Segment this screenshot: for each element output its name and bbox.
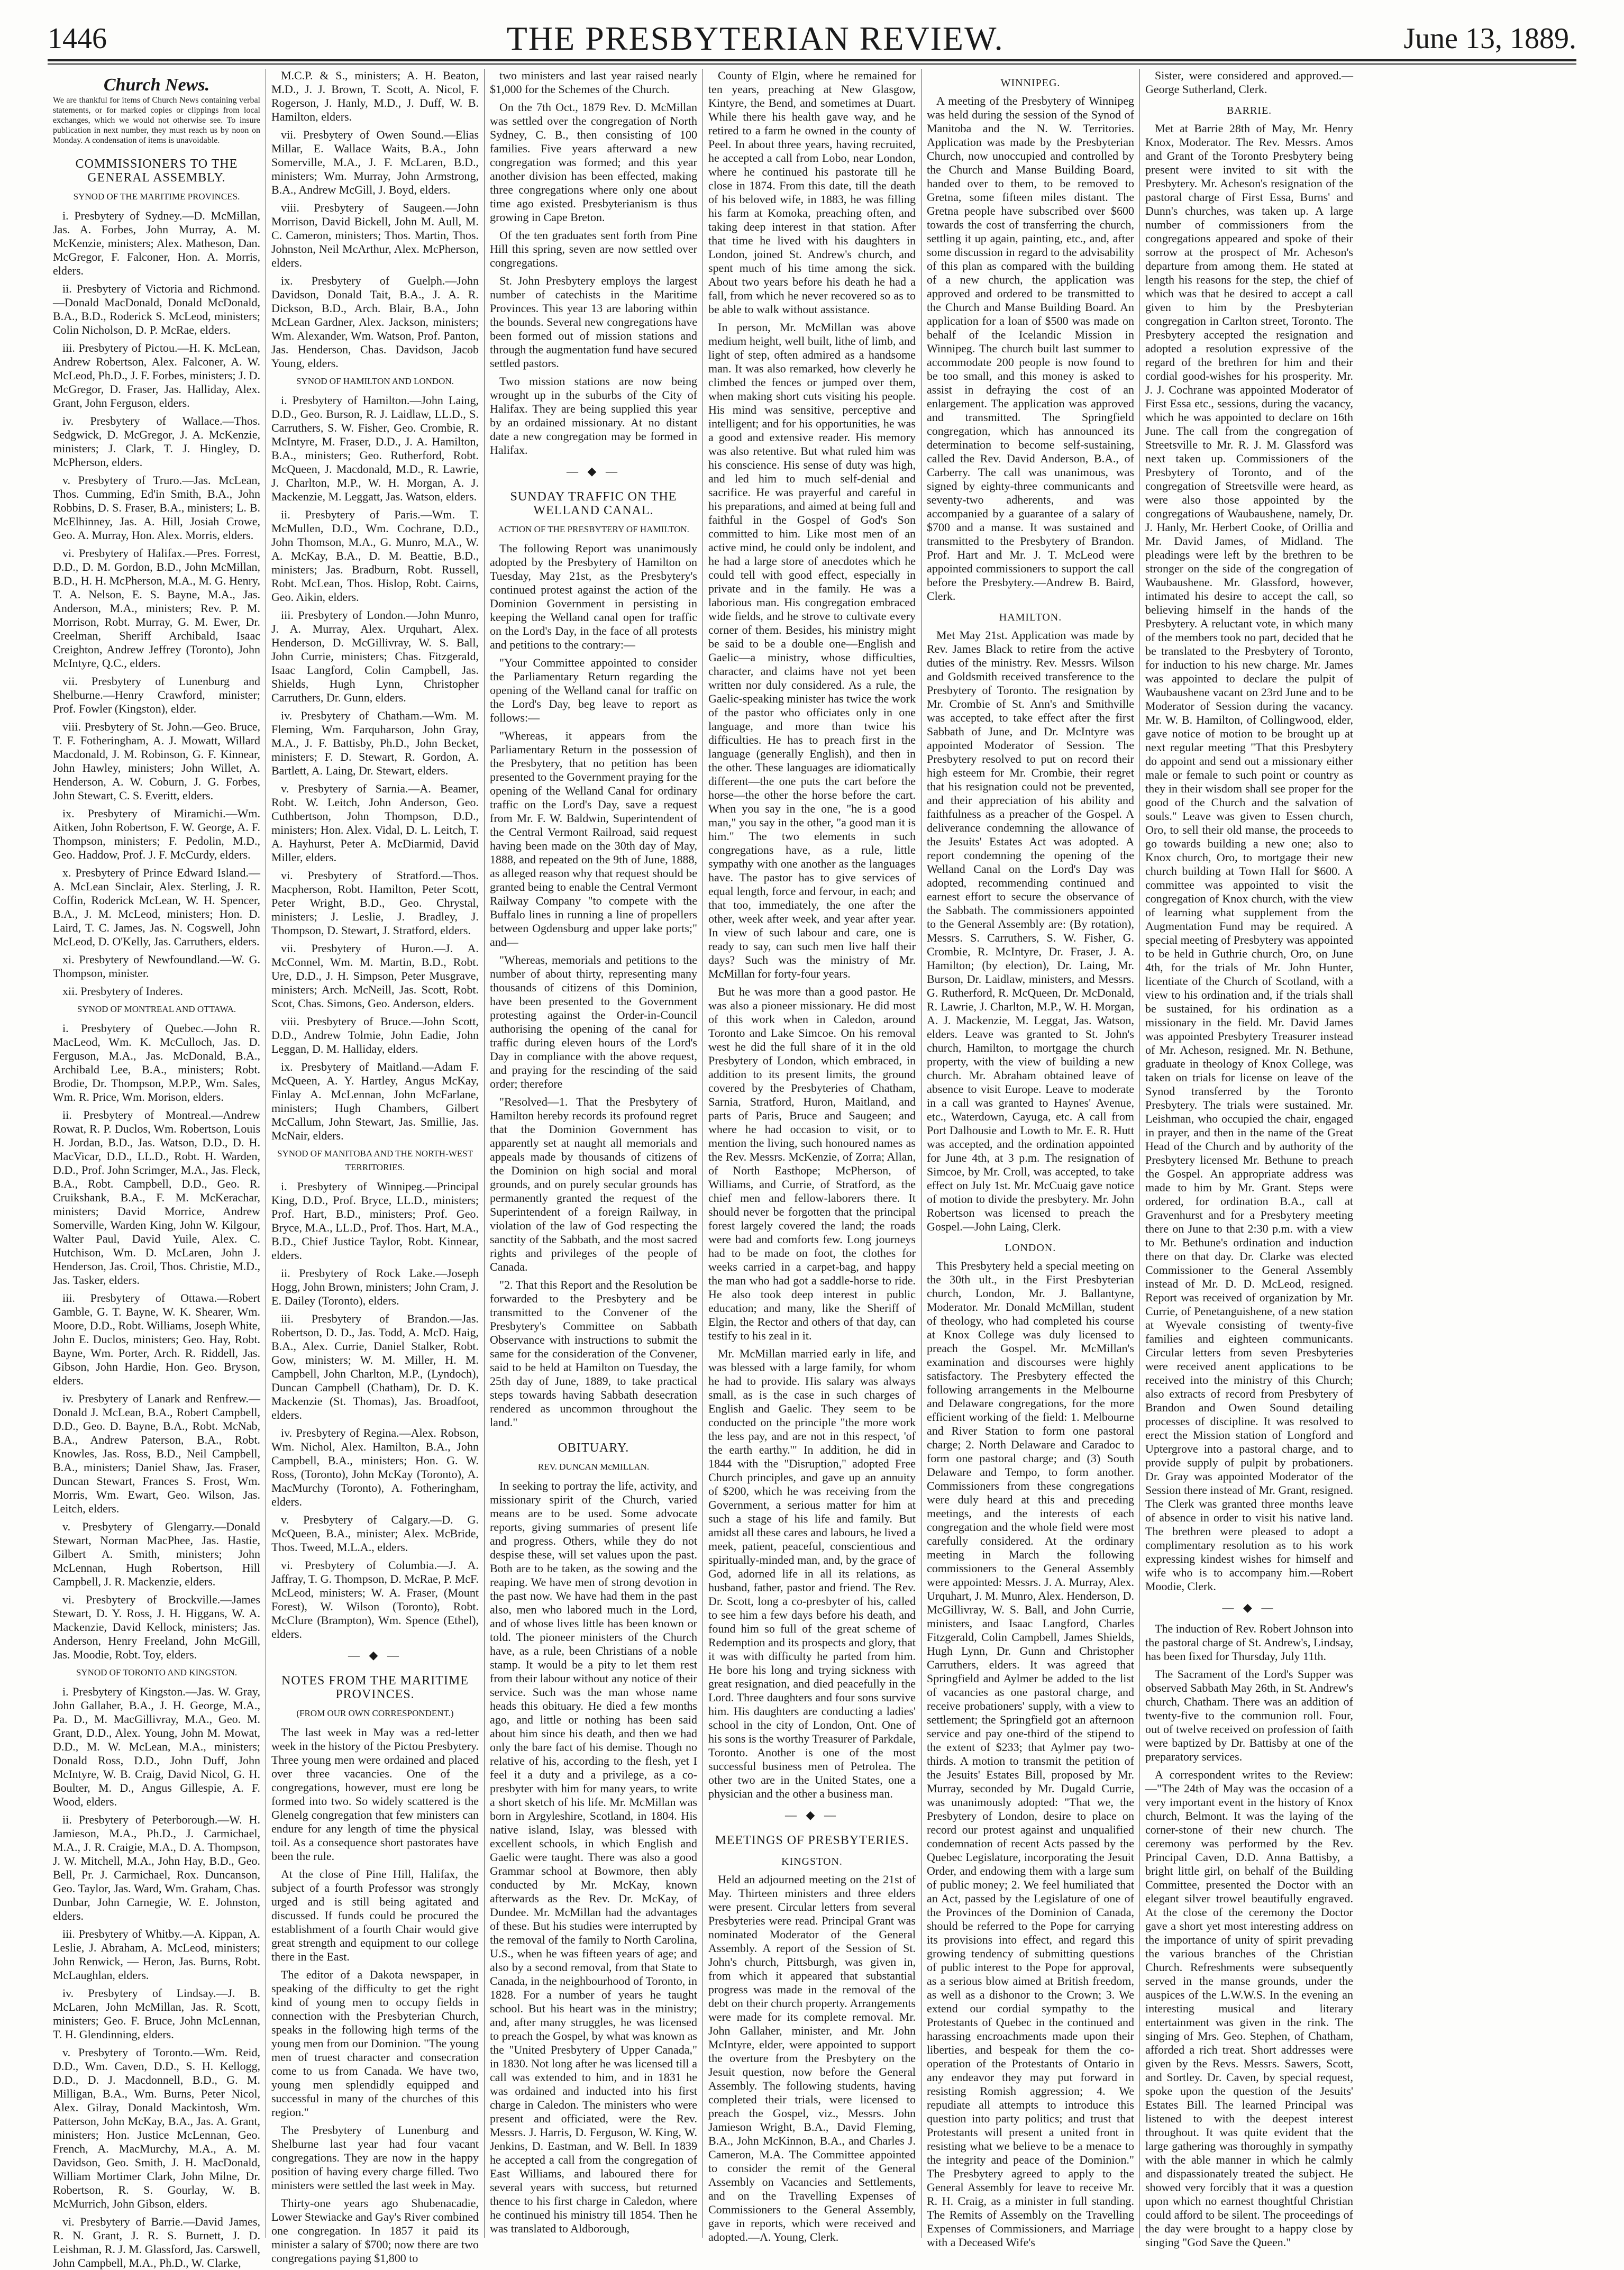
paragraph: v. Presbytery of Toronto.—Wm. Reid, D.D., Wm. Caven, D.D., S. H. Kellogg, D.D., D. J. Macdonnell, B.D., G. M. Milligan, B.A., Wm. Burns, Peter Nicol, Alex. Gilray, Donald Mackintosh, Wm. Patterson, John McKay, B.A., Jas. A. Grant, ministers; Hon. Justice McLennan, Geo. French, A. MacMurchy, M.A., A. M. Davidson, Geo. Smith, J. H. MacDonald, William Mortimer Clark, John Milne, Dr. Robertson, R. S. Gourlay, W. B. McMurrich, John Gibson, elders. bbox=[53, 2046, 260, 2210]
paragraph: vii. Presbytery of Lunenburg and Shelburne.—Henry Crawford, minister; Prof. Fowler (Kingston), elder. bbox=[53, 674, 260, 715]
paragraph: "2. That this Report and the Resolution be forwarded to the Presbytery and be transmitted to the Convener of the Presbytery's Committee on Sabbath Observance with instructions to submit the same for the consideration of the Convener, said to be held at Hamilton on Tuesday, the 25th day of June, 1889, to take practical steps towards having Sabbath desecration rendered as uncommon throughout the land." bbox=[490, 1278, 697, 1429]
paragraph: vii. Presbytery of Huron.—J. A. McConnel, Wm. M. Martin, B.D., Robt. Ure, D.D., J. H. Simpson, Peter Musgrave, ministers; Arch. McNeill, Jas. Scott, Robt. Scot, Chas. Simons, Geo. Anderson, elders. bbox=[271, 942, 479, 1010]
paragraph: ix. Presbytery of Guelph.—John Davidson, Donald Tait, B.A., J. A. R. Dickson, B.D., Arch. Blair, B.A., John McLean Gardner, Alex. Jackson, ministers; Wm. Alexander, Wm. Watson, Prof. Panton, Jas. Henderson, Chas. Davidson, Jacob Young, elders. bbox=[271, 274, 479, 370]
paragraph: v. Presbytery of Sarnia.—A. Beamer, Robt. W. Leitch, John Anderson, Geo. Cuthbertson, John Thompson, D.D., ministers; Hon. Alex. Vidal, D. L. Leitch, T. A. Hayhurst, Peter A. McDiarmid, David Miller, elders. bbox=[271, 782, 479, 864]
paragraph: vi. Presbytery of Barrie.—David James, R. N. Grant, J. R. S. Burnett, J. D. Leishman, R. J. M. Glassford, Jas. Carswell, John Campbell, M.A., Ph.D., W. Clarke, bbox=[53, 2215, 260, 2269]
paragraph: iv. Presbytery of Wallace.—Thos. Sedgwick, D. McGregor, J. A. McKenzie, ministers; J. Clark, T. J. Hingley, D. McPherson, elders. bbox=[53, 414, 260, 469]
paragraph: v. Presbytery of Glengarry.—Donald Stewart, Norman MacPhee, Jas. Hastie, Gilbert A. Smith, ministers; John McLennan, Hugh Robertson, Hill Campbell, J. R. Mackenzie, elders. bbox=[53, 1520, 260, 1588]
paragraph: "Resolved—1. That the Presbytery of Hamilton hereby records its profound regret that the Dominion Government has apparently set at naught all memorials and appeals made by thousands of citizens of the Dominion on high social and moral grounds, and on purely secular grounds has permanently granted the request of the Superintendent of a foreign Railway, in violation of the law of God respecting the sanctity of the Sabbath, and the most sacred rights and privileges of the people of Canada. bbox=[490, 1095, 697, 1273]
synod-heading: SYNOD OF TORONTO AND KINGSTON. bbox=[76, 1667, 238, 1678]
synod-heading: SYNOD OF THE MARITIME PROVINCES. bbox=[73, 192, 240, 202]
paragraph: The editor of a Dakota newspaper, in speaking of the difficulty to get the right kind of young men to occupy fields in connection with the Presbyterian Church, speaks in the following high terms of the young men from our Dominion. "The young men of truest character and consecration come to us from Canada. We have two, young men splendidly equipped and successful in many of the churches of this region." bbox=[271, 1968, 479, 2119]
paragraph: Sister, were considered and approved.—George Sutherland, Clerk. bbox=[1145, 69, 1353, 96]
ornament-divider: — ◆ — bbox=[785, 1808, 839, 1821]
paragraph: But he was more than a good pastor. He was also a pioneer missionary. He did most of this work when in Caledon, around Toronto and Lake Simcoe. On his removal west he did the full share of it in the old Presbytery of London, which embraced, in addition to its present limits, the ground covered by the Presbyteries of Chatham, Sarnia, Stratford, Huron, Maitland, and parts of Paris, Bruce and Saugeen; and where he had occasion to visit, or to mention the living, such honoured names as the Rev. Messrs. McKenzie, of Zorra; Allan, of North Easthope; McPherson, of Williams, and Currie, of Stratford, as the chief men and fellow-laborers there. It should never be forgotten that the principal forest largely covered the land; the roads were bad and comforts few. Long journeys had to be made on foot, the clothes for weeks carried in a carpet-bag, and happy the man who had got a saddle-horse to ride. He also took deep interest in public education; and many, like the Sheriff of Elgin, the Rector and others of that day, can testify to his zeal in it. bbox=[708, 985, 916, 1342]
commissioners-heading: COMMISSIONERS TO THE GENERAL ASSEMBLY. bbox=[75, 157, 238, 185]
paragraph: vi. Presbytery of Stratford.—Thos. Macpherson, Robt. Hamilton, Peter Scott, Peter Wright, B.D., Geo. Chrystal, ministers; J. Leslie, J. Bradley, J. Thompson, D. Stewart, J. Stratford, elders. bbox=[271, 869, 479, 937]
paragraph: A meeting of the Presbytery of Winnipeg was held during the session of the Synod of Manitoba and the N. W. Territories. Application was made by the Presbyterian Church, now unoccupied and controlled by the Church and Manse Building Board, handed over to them, to be removed to Gretna, some fifteen miles distant. The Gretna people have subscribed over $600 towards the cost of transferring the church, settling it up again, painting, etc., and, after some discussion in regard to the advisability of this plan as compared with the building of a new church, the application was approved and ordered to be transmitted to the Church and Manse Building Board. An application for a loan of $500 was made on behalf of the Icelandic Mission in Winnipeg. The church built last summer to accommodate 200 people is now found to be too small, and this money is asked to assist in defraying the cost of an enlargement. The application was approved and transmitted. The Springfield congregation, which has announced its determination to become self-sustaining, called the Rev. David Anderson, B.A., of Carberry. The call was unanimous, was signed by eighty-three communicants and seventy-two adherents, and was accompanied by a guarantee of a salary of $700 and a manse. It was sustained and transmitted to the Presbytery of Brandon. Prof. Hart and Mr. J. T. McLeod were appointed commissioners to support the call before the Presbytery.—Andrew B. Baird, Clerk. bbox=[927, 94, 1134, 603]
publication-title: THE PRESBYTERIAN REVIEW. bbox=[506, 20, 1004, 57]
paragraph: The Presbytery of Lunenburg and Shelburne last year had four vacant congregations. They are now in the happy position of having every charge filled. Two ministers were settled the last week in May. bbox=[271, 2123, 479, 2192]
paragraph: xi. Presbytery of Newfoundland.—W. G. Thompson, minister. bbox=[53, 953, 260, 980]
paragraph: Met May 21st. Application was made by Rev. James Black to retire from the active duties of the ministry. Rev. Messrs. Wilson and Goldsmith received transference to the Presbytery of Toronto. The resignation by Mr. Crombie of St. Ann's and Smithville was accepted, to take effect after the first Sabbath of June, and Dr. McIntyre was appointed Moderator of Session. The Presbytery resolved to put on record their high esteem for Mr. Crombie, their regret that his resignation could not be prevented, and their appreciation of his ability and faithfulness as a preacher of the Gospel. A deliverance condemning the allowance of the Jesuits' Estates Act was adopted. A report condemning the opening of the Welland Canal on the Lord's Day was adopted, recommending continued and earnest effort to secure the observance of the Sabbath. The commissioners appointed to the General Assembly are: (By rotation), Messrs. S. Carruthers, S. W. Fisher, G. Crombie, R. McIntyre, Dr. Fraser, J. A. Hamilton; (by election), Dr. Laing, Mr. Burson, Dr. Laidlaw, ministers, and Messrs. G. Rutherford, R. McQueen, Dr. McDonald, R. Lawrie, J. Charlton, M.P., W. H. Morgan, A. J. Mackenzie, M. Leggat, Jas. Watson, elders. Leave was granted to St. John's church, Hamilton, to mortgage the church property, with the view of building a new church. Mr. Abraham obtained leave of absence to visit Europe. Leave to moderate in a call was granted to Haynes' Avenue, etc., Waterdown, Cayuga, etc. A call from Port Dalhousie and Lowth to Mr. E. R. Hutt was accepted, and the ordination appointed for June 4th, at 3 p.m. The resignation of Simcoe, by Mr. Croll, was accepted, to take effect on July 1st. Mr. McCuaig gave notice of motion to divide the presbytery. Mr. John Robertson was licensed to preach the Gospel.—John Laing, Clerk. bbox=[927, 628, 1134, 1233]
paragraph: Mr. McMillan married early in life, and was blessed with a large family, for whom he had to provide. His salary was always small, as is the case in such charges of English and Gaelic. They seem to be conducted on the principle "the more work the less pay, and are not in this respect, 'of the earth earthy.'" In addition, he did in 1844 with the "Disruption," adopted Free Church principles, and gave up an annuity of $200, which he was receiving from the Government, a serious matter for him at such a stage of his life and family. But amidst all these cares and labours, he lived a meek, patient, peaceful, conscientious and spiritually-minded man, and, by the grace of God, adorned life in all its relations, as husband, father, pastor and friend. The Rev. Dr. Scott, long a co-presbyter of his, called to see him a few days before his death, and found him so full of the great scheme of Redemption and its prospects and glory, that it was with difficulty he parted from him. He bore his long and trying sickness with great resignation, and died peacefully in the Lord. Three daughters and four sons survive him. His daughters are conducting a ladies' school in the city of London, Ont. One of his sons is the worthy Treasurer of Parkdale, Toronto. Another is one of the most successful business men of Petrolea. The other two are in the United States, one a physician and the other a business man. bbox=[708, 1347, 916, 1800]
paragraph: iv. Presbytery of Chatham.—Wm. M. Fleming, Wm. Farquharson, John Gray, M.A., J. F. Battisby, Ph.D., John Becket, ministers; F. D. Stewart, R. Gordon, A. Bartlett, A. Laing, Dr. Stewart, elders. bbox=[271, 709, 479, 777]
paragraph: Two mission stations are now being wrought up in the suburbs of the City of Halifax. They are being supplied this year by an ordained missionary. At no distant date a new congregation may be formed in Halifax. bbox=[490, 375, 697, 457]
article-heading: MEETINGS OF PRESBYTERIES. bbox=[715, 1834, 909, 1847]
paragraph: iv. Presbytery of Lanark and Renfrew.—Donald J. McLean, B.A., Robert Campbell, D.D., Geo. D. Bayne, B.A., Robt. McNab, B.A., Andrew Paterson, B.A., Robt. Knowles, Jas. Ross, B.D., Neil Campbell, B.A., ministers; Daniel Shaw, Jas. Fraser, Duncan Stewart, Frances S. Frost, Wm. Morris, Wm. Ewart, Geo. Wilson, Jas. Leitch, elders. bbox=[53, 1392, 260, 1515]
paragraph: ii. Presbytery of Victoria and Richmond.—Donald MacDonald, Donald McDonald, B.A., B.D., Roderick S. McLeod, ministers; Colin Nicholson, D. P. McRae, elders. bbox=[53, 282, 260, 336]
paragraph: i. Presbytery of Quebec.—John R. MacLeod, Wm. K. McCulloch, Jas. D. Ferguson, M.A., Jas. McDonald, B.A., Archibald Lee, B.A., ministers; Robt. Brodie, Dr. Thompson, M.P.P., Wm. Sales, Wm. R. Price, Wm. Morison, elders. bbox=[53, 1022, 260, 1104]
paragraph: vii. Presbytery of Owen Sound.—Elias Millar, E. Wallace Waits, B.A., John Somerville, M.A., J. F. McLaren, B.D., ministers; Wm. Murray, John Armstrong, B.A., Andrew McGill, J. Boyd, elders. bbox=[271, 128, 479, 196]
paragraph: v. Presbytery of Calgary.—D. G. McQueen, B.A., minister; Alex. McBride, Thos. Tweed, M.L.A., elders. bbox=[271, 1513, 479, 1554]
paragraph: "Whereas, memorials and petitions to the number of about thirty, representing many thousands of citizens of this Dominion, have been presented to the Government protesting against the Order-in-Council authorising the opening of the canal for traffic during eleven hours of the Lord's Day in compliance with the above request, and praying for the rescinding of the said order; therefore bbox=[490, 953, 697, 1090]
header-rule-thin bbox=[48, 63, 1576, 65]
paragraph: "Whereas, it appears from the Parliamentary Return in the possession of the Presbytery, that no petition has been presented to the Government praying for the opening of the Welland Canal for ordinary traffic on the Lord's Day, save a request from Mr. F. W. Baldwin, Superintendent of the Central Vermont Railroad, said request having been made on the 30th day of May, 1888, and repeated on the 9th of June, 1888, as alleged reason why that request should be granted being to enable the Central Vermont Railway Company "to compete with the Buffalo lines in running a line of propellers between Ogdensburg and upper lake ports;" and— bbox=[490, 729, 697, 949]
paragraph: Of the ten graduates sent forth from Pine Hill this spring, seven are now settled over congregations. bbox=[490, 229, 697, 269]
header-rule bbox=[48, 59, 1576, 61]
paragraph: At the close of Pine Hill, Halifax, the subject of a fourth Professor was strongly urged and is still being agitated and discussed. If funds could be procured the establishment of a fourth Chair would give great strength and equipment to our college there in the East. bbox=[271, 1867, 479, 1963]
paragraph: The induction of Rev. Robert Johnson into the pastoral charge of St. Andrew's, Lindsay, has been fixed for Thursday, July 11th. bbox=[1145, 1622, 1353, 1663]
paragraph: iii. Presbytery of London.—John Munro, J. A. Murray, Alex. Urquhart, Alex. Henderson, D. McGillivray, W. S. Ball, John Currie, ministers; Chas. Fitzgerald, Isaac Langford, Colin Campbell, Jas. Shields, Hugh Lynn, Christopher Carruthers, Dr. Gunn, elders. bbox=[271, 608, 479, 704]
article-byline: (FROM OUR OWN CORRESPONDENT.) bbox=[296, 1708, 454, 1718]
paragraph: two ministers and last year raised nearly $1,000 for the Schemes of the Church. bbox=[490, 69, 697, 96]
paragraph: i. Presbytery of Sydney.—D. McMillan, Jas. A. Forbes, John Murray, A. M. McKenzie, ministers; Alex. Matheson, Dan. McGregor, F. Falconer, Hon. A. Morris, elders. bbox=[53, 209, 260, 277]
presbytery-subheading: HAMILTON. bbox=[999, 612, 1062, 623]
paragraph: Thirty-one years ago Shubenacadie, Lower Stewiacke and Gay's River combined one congregation. In 1857 it paid its minister a salary of $700; now there are two congregations paying $1,800 to bbox=[271, 2196, 479, 2265]
paragraph: viii. Presbytery of St. John.—Geo. Bruce, T. F. Fotheringham, A. J. Mowatt, Willard Macdonald, J. M. Robinson, G. F. Kinnear, John Hawley, ministers; John Willet, A. Henderson, A. W. Coburn, J. G. Forbes, John Stewart, C. S. Everitt, elders. bbox=[53, 720, 260, 802]
paragraph: The last week in May was a red-letter week in the history of the Pictou Presbytery. Three young men were ordained and placed over three vacancies. One of the congregations, however, must ere long be formed into two. So widely scattered is the Glenelg congregation that few ministers can endure for any length of time the physical toil. As a consequence short pastorates have been the rule. bbox=[271, 1726, 479, 1863]
paragraph: i. Presbytery of Kingston.—Jas. W. Gray, John Gallaher, B.A., J. H. George, M.A., Pa. D., M. MacGillivray, M.A., Geo. M. Grant, D.D., Alex. Young, John M. Mowat, D.D., M. W. McLean, M.A., ministers; Donald Ross, D.D., John Duff, John McIntyre, W. B. Craig, David Nicol, G. H. Boulter, M. D., Angus Gillespie, A. F. Wood, elders. bbox=[53, 1685, 260, 1808]
paragraph: iv. Presbytery of Lindsay.—J. B. McLaren, John McMillan, Jas. R. Scott, ministers; Geo. F. Bruce, John McLennan, T. H. Glendinning, elders. bbox=[53, 1986, 260, 2041]
paragraph: ii. Presbytery of Paris.—Wm. T. McMullen, D.D., Wm. Cochrane, D.D., John Thomson, M.A., G. Munro, M.A., W. A. McKay, B.A., D. M. Beattie, B.D., ministers; Jas. Bradburn, Robt. Russell, Robt. McLean, Thos. Hislop, Robt. Cairns, Geo. Aikin, elders. bbox=[271, 508, 479, 604]
paragraph: The Sacrament of the Lord's Supper was observed Sabbath May 26th, in St. Andrew's church, Chatham. There was an addition of twenty-five to the communion roll. Four, out of twelve received on profession of faith were baptized by Dr. Battisby at one of the preparatory services. bbox=[1145, 1667, 1353, 1763]
synod-heading: SYNOD OF HAMILTON AND LONDON. bbox=[296, 376, 454, 386]
paragraph: iv. Presbytery of Regina.—Alex. Robson, Wm. Nichol, Alex. Hamilton, B.A., John Campbell, B.A., ministers; Hon. G. W. Ross, (Toronto), John McKay (Toronto), A. MacMurchy (Toronto), A. Fotheringham, elders. bbox=[271, 1426, 479, 1508]
paragraph: i. Presbytery of Hamilton.—John Laing, D.D., Geo. Burson, R. J. Laidlaw, LL.D., S. Carruthers, S. W. Fisher, Geo. Crombie, R. McIntyre, M. Fraser, D.D., J. A. Hamilton, B.A., ministers; Geo. Rutherford, Robt. McQueen, J. Macdonald, M.D., R. Lawrie, J. Charlton, M.P., W. H. Morgan, A. J. Mackenzie, M. Leggatt, Jas. Watson, elders. bbox=[271, 394, 479, 503]
paragraph: vi. Presbytery of Brockville.—James Stewart, D. Y. Ross, J. H. Higgans, W. A. Mackenzie, David Kellock, ministers; Jas. Anderson, Henry Freeland, John McGill, Jas. Moodie, Robt. Toy, elders. bbox=[53, 1593, 260, 1661]
paragraph: Met at Barrie 28th of May, Mr. Henry Knox, Moderator. The Rev. Messrs. Amos and Grant of the Toronto Presbytery being present were invited to sit with the Presbytery. Mr. Acheson's resignation of the pastoral charge of First Essa, Burns' and Dunn's churches, was taken up. A large number of commissioners from the congregations appeared and spoke of their sorrow at the prospect of Mr. Acheson's departure from among them. He stated at length his reasons for the step, the chief of which was that he desired to accept a call given to him by the Presbyterian congregation in Carlton street, Toronto. The Presbytery accepted the resignation and adopted a resolution expressive of the regard of the brethren for him and their cordial good-wishes for his prosperity. Mr. J. J. Cochrane was appointed Moderator of First Essa etc., sessions, during the vacancy, which he was appointed to declare on 16th June. The call from the congregation of Streetsville to Mr. R. J. M. Glassford was next taken up. Commissioners of the Presbytery of Toronto, and of the congregation of Streetsville were heard, as were also those appointed by the congregations of Waubaushene, namely, Dr. J. Hanly, Mr. Herbert Cooke, of Orillia and Mr. David James, of Midland. The pleadings were left by the brethren to be stronger on the side of the congregation of Waubaushene. Mr. Glassford, however, intimated his desire to accept the call, so believing himself in the hands of the Presbytery. A reluctant vote, in which many of the members took no part, decided that he be translated to the Presbytery of Toronto, for induction to his new charge. Mr. James was appointed to declare the pulpit of Waubaushene vacant on 23rd June and to be Moderator of Session during the vacancy. Mr. W. B. Hamilton, of Collingwood, elder, gave notice of motion to be brought up at next regular meeting "That this Presbytery do appoint and send out a missionary either male or female to such point or country as they in their wisdom shall see proper for the good of the Church and the salvation of souls." Leave was given to Essen church, Oro, to sell their old manse, the proceeds to go towards building a new one; also to Knox church, Oro, to mortgage their new church building at Town Hall for $600. A committee was appointed to visit the congregation of Knox church, with the view of learning what supplement from the Augmentation Fund may be required. A special meeting of Presbytery was appointed to be held in Guthrie church, Oro, on June 4th, for the trials of Mr. John Hunter, licentiate of the Church of Scotland, with a view to his ordination and, if the trials shall be sustained, for his ordination as a missionary in the field. Mr. David James was appointed Presbytery Treasurer instead of Mr. Acheson, resigned. Mr. N. Bethune, graduate in theology of Knox College, was taken on trials for license on leave of the Synod transferred by the Toronto Presbytery. The trials were sustained. Mr. Leishman, who occupied the chair, engaged in prayer, and then in the name of the Great Head of the Church and by authority of the Presbytery licensed Mr. Bethune to preach the Gospel. An appropriate address was made to him by Mr. Grant. Steps were ordered, for ordination B.A., call at Gravenhurst and for a Presbytery meeting there on June to that 2:30 p.m. with a view to Mr. Bethune's ordination and induction there on that day. Dr. Clarke was elected Commissioner to the General Assembly instead of Mr. D. D. McLeod, resigned. Report was received of organization by Mr. Currie, of Penetanguishene, of a new station at Wyevale consisting of twenty-five families and eighteen communicants. Circular letters from seven Presbyteries were received anent applications to be received into the ministry of this Church; also extracts of record from Presbytery of Brandon and Owen Sound detailing processes of discipline. It was resolved to erect the Mission station of Longford and Uptergrove into a pastoral charge, and to provide supply of pulpit by probationers. Dr. Gray was appointed Moderator of the Session there instead of Mr. Grant, resigned. The Clerk was granted three months leave of absence in order to visit his native land. The brethren were pleased to adopt a complimentary resolution as to his work expressing kindest wishes for himself and wife who is to accompany him.—Robert Moodie, Clerk. bbox=[1145, 122, 1353, 1593]
paragraph: ix. Presbytery of Maitland.—Adam F. McQueen, A. Y. Hartley, Angus McKay, Finlay A. McLennan, John McFarlane, ministers; Hugh Chambers, Gilbert McCallum, John Stewart, Jas. Smillie, Jas. McNair, elders. bbox=[271, 1060, 479, 1142]
ornament-divider: — ◆ — bbox=[567, 464, 621, 478]
column-5 bbox=[922, 69, 1140, 2249]
masthead bbox=[48, 20, 1576, 57]
paragraph: St. John Presbytery employs the largest number of catechists in the Maritime Provinces. This year 13 are laboring within the bounds. Several new congregations have been formed out of mission stations and through the augmentation fund have secured settled pastors. bbox=[490, 274, 697, 370]
paragraph: ii. Presbytery of Rock Lake.—Joseph Hogg, John Brown, ministers; John Cram, J. E. Dailey (Toronto), elders. bbox=[271, 1266, 479, 1307]
paragraph: ix. Presbytery of Miramichi.—Wm. Aitken, John Robertson, F. W. George, A. F. Thompson, ministers; F. Pedolin, M.D., Geo. Haddow, Prof. J. F. McCurdy, elders. bbox=[53, 807, 260, 861]
article-heading: NOTES FROM THE MARITIME PROVINCES. bbox=[281, 1674, 469, 1701]
paragraph: iii. Presbytery of Pictou.—H. K. McLean, Andrew Robertson, Alex. Falconer, A. W. McLeod, Ph.D., J. F. Forbes, ministers; J. D. McGregor, D. Fraser, Jas. Halliday, Alex. Grant, John Ferguson, elders. bbox=[53, 341, 260, 409]
paragraph: On the 7th Oct., 1879 Rev. D. McMillan was settled over the congregation of North Sydney, C. B., then consisting of 100 families. Five years afterward a new congregation was formed; and this year another division has been effected, making three congregations where only one about time ago existed. Presbyterianism is thus growing in Cape Breton. bbox=[490, 101, 697, 224]
paragraph: x. Presbytery of Prince Edward Island.—A. McLean Sinclair, Alex. Sterling, J. R. Coffin, Roderick McLean, W. H. Spencer, B.A., J. M. McLeod, ministers; Hon. D. Laird, T. C. James, Jas. N. Cogswell, John McLeod, D. O'Kelly, Jas. Carruthers, elders. bbox=[53, 866, 260, 948]
paragraph: In person, Mr. McMillan was above medium height, well built, lithe of limb, and light of step, often admired as a handsome man. It was also remarked, how cleverly he climbed the fences or jumped over them, when making short cuts visiting his people. His mind was sensitive, perceptive and intelligent; and for his opportunities, he was a good and extensive reader. His memory was also retentive. But what ruled him was his conscience. His sense of duty was high, and led him to much self-denial and sacrifice. He was prayerful and careful in his preparations, and aimed at being full and faithful in the Gospel of God's Son committed to him. Like most men of an active mind, he could only be indolent, and he had a large store of anecdotes which he could tell with good effect, especially in private and in the family. He was a laborious man. His congregation embraced wide fields, and he strove to cultivate every corner of them. Besides, his ministry might be said to be a double one—English and Gaelic—a ministry, whose difficulties, character, and claims have not yet been written nor duly considered. As a rule, the Gaelic-speaking minister has twice the work of the pastor who officiates only in one language, and more than twice his difficulties. He has to preach first in the language (generally English), and then in the other. These languages are idiomatically different—the one puts the cart before the horse—the other the horse before the cart. When you say in the one, "he is a good man," you say in the other, "a good man it is him." The two elements in such congregations have, as a rule, little sympathy with one another as the languages have. The pastor has to give services of equal length, force and fervour, in each; and that too, immediately, the one after the other, week after week, and year after year. In view of such labour and care, one is ready to say, can such men live half their days? Such was the ministry of Mr. McMillan for forty-four years. bbox=[708, 321, 916, 980]
paragraph: vi. Presbytery of Halifax.—Pres. Forrest, D.D., D. M. Gordon, B.D., John McMillan, B.D., H. H. McPherson, M.A., M. G. Henry, T. A. Nelson, E. S. Bayne, M.A., Jas. Anderson, M.A., ministers; Rev. P. M. Morrison, Robt. Murray, G. M. Ewer, Dr. Creelman, Sheriff Archibald, Isaac Creighton, Andrew Jeffrey (Toronto), John McIntyre, Q.C., elders. bbox=[53, 546, 260, 670]
paragraph: County of Elgin, where he remained for ten years, preaching at New Glasgow, Kintyre, the Bend, and sometimes at Duart. While there his health gave way, and he retired to a farm he owned in the county of Peel. In about three years, having recruited, he accepted a call from Lobo, near London, where he continued his pastorate till he close in 1874. From this date, till the death of his beloved wife, in 1883, he was filling his farm at Komoka, preaching often, and taking deep interest in that station. After that time he lived with his daughters in London, joined St. Andrew's church, and spent much of his time among the sick. About two years before his death he had a fall, from which he never recovered so as to be able to walk without assistance. bbox=[708, 69, 916, 316]
section-title: Church News. bbox=[103, 75, 210, 95]
column-2 bbox=[266, 69, 485, 2265]
paragraph: ii. Presbytery of Montreal.—Andrew Rowat, R. P. Duclos, Wm. Robertson, Louis H. Jordan, B.D., Jas. Watson, D.D., D. H. MacVicar, D.D., LL.D., Robt. H. Warden, D.D., Prof. John Scrimger, M.A., Jas. Fleck, B.A., Robt. Campbell, D.D., Geo. R. Cruikshank, B.A., F. M. McKerachar, ministers; David Morrice, Andrew Somerville, Warden King, John W. Kilgour, Walter Paul, David Yuile, Alex. C. Hutchison, Wm. D. McLaren, John J. Henderson, Jas. Croil, Thos. Christie, M.D., Jas. Tasker, elders. bbox=[53, 1108, 260, 1287]
synod-heading: SYNOD OF MANITOBA AND THE NORTH-WEST TERRITORIES. bbox=[277, 1148, 473, 1172]
presbytery-subheading: BARRIE. bbox=[1226, 105, 1272, 116]
paragraph: i. Presbytery of Winnipeg.—Principal King, D.D., Prof. Bryce, LL.D., ministers; Prof. Hart, B.D., ministers; Prof. Geo. Bryce, M.A., LL.D., Prof. Thos. Hart, M.A., B.D., Chief Justice Taylor, Robt. Kinnear, elders. bbox=[271, 1180, 479, 1262]
paragraph: iii. Presbytery of Ottawa.—Robert Gamble, G. T. Bayne, W. K. Shearer, Wm. Moore, D.D., Robt. Williams, Joseph White, John E. Duclos, ministers; Geo. Hay, Robt. Bayne, Wm. Porter, Arch. R. Riddell, Jas. Gibson, John Hardie, Hon. Geo. Bryson, elders. bbox=[53, 1291, 260, 1387]
paragraph: v. Presbytery of Truro.—Jas. McLean, Thos. Cumming, Ed'in Smith, B.A., John Robbins, D. S. Fraser, B.A., ministers; L. B. McElhinney, Jas. A. Hill, Josiah Crowe, Geo. A. Murray, Hon. Alex. Morris, elders. bbox=[53, 473, 260, 542]
article-heading: SUNDAY TRAFFIC ON THE WELLAND CANAL. bbox=[510, 490, 677, 517]
paragraph: A correspondent writes to the Review:—"The 24th of May was the occasion of a very important event in the history of Knox church, Belmont. It was the laying of the corner-stone of their new church. The ceremony was performed by the Rev. Principal Caven, D.D. Anna Battisby, a bright little girl, on behalf of the Building Committee, presented the Doctor with an elegant silver trowel beautifully engraved. At the close of the ceremony the Doctor gave a short yet most interesting address on the importance of unity of spirit prevading the various branches of the Christian Church. Refreshments were subsequently served in the manse grounds, under the auspices of the L.W.W.S. In the evening an interesting musical and literary entertainment was given in the rink. The singing of Mrs. Geo. Stephen, of Chatham, afforded a rich treat. Short addresses were given by the Revs. Messrs. Sawers, Scott, and Sortley. Dr. Caven, by special request, spoke upon the question of the Jesuits' Estates Bill. The learned Principal was listened to with the deepest interest throughout. It was quite evident that the large gathering was thoroughly in sympathy with the able manner in which he calmly and dispassionately treated the subject. He showed very forcibly that it was a question upon which no earnest thoughtful Christian could afford to be silent. The proceedings of the day were brought to a happy close by singing "God Save the Queen." bbox=[1145, 1768, 1353, 2249]
paragraph: xii. Presbytery of Inderes. bbox=[62, 984, 183, 998]
ornament-divider: — ◆ — bbox=[1222, 1601, 1276, 1614]
obituary-heading: OBITUARY. bbox=[558, 1441, 629, 1455]
presbytery-subheading: LONDON. bbox=[1005, 1242, 1056, 1254]
paragraph: vi. Presbytery of Columbia.—J. A. Jaffray, T. G. Thompson, D. McRae, P. McF. McLeod, ministers; W. A. Fraser, (Mount Forest), W. Wilson (Toronto), Robt. McClure (Brampton), Wm. Spence (Ethel), elders. bbox=[271, 1558, 479, 1640]
paragraph: ii. Presbytery of Peterborough.—W. H. Jamieson, M.A., Ph.D., J. Carmichael, M.A., J. R. Craigie, M.A., D. A. Thompson, J. W. Mitchell, M.A., John Hay, B.D., Geo. Bell, Pr. J. Carmichael, Rox. Duncanson, Geo. Taylor, Jas. Ward, Wm. Graham, Chas. Dunbar, John Carnegie, W. E. Johnston, elders. bbox=[53, 1813, 260, 1922]
paragraph: viii. Presbytery of Bruce.—John Scott, D.D., Andrew Tolmie, John Eadie, John Leggan, D. M. Halliday, elders. bbox=[271, 1015, 479, 1055]
editorial-note: We are thankful for items of Church News containing verbal statements, or for marked copies or clippings from local exchanges, which we would not otherwise see. To insure publication in next number, they must reach us by noon on Monday. A condensation of items is unavoidable. bbox=[53, 96, 260, 145]
issue-date: June 13, 1889. bbox=[1403, 22, 1576, 55]
paragraph: This Presbytery held a special meeting on the 30th ult., in the First Presbyterian church, London, Mr. J. Ballantyne, Moderator. Mr. Donald McMillan, student of theology, who had completed his course at Knox College was duly licensed to preach the Gospel. Mr. McMillan's examination and discourses were highly satisfactory. The Presbytery effected the following arrangements in the Melbourne and Delaware congregations, for the more efficient working of the field: 1. Melbourne and River Station to form one pastoral charge; 2. North Delaware and Caradoc to form one pastoral charge; and (3) South Delaware and Tempo, to form another. Commissioners from these congregations were duly heard at this and preceding meetings, and the interests of each congregation and the whole field were most carefully considered. At the ordinary meeting in March the following commissioners to the General Assembly were appointed: Messrs. J. A. Murray, Alex. Urquhart, J. M. Munro, Alex. Henderson, D. McGillivray, W. S. Ball, and John Currie, ministers, and Isaac Langford, Charles Fitzgerald, Colin Campbell, James Shields, Hugh Lynn, Dr. Gunn and Christopher Carruthers, elders. It was agreed that Springfield and Aylmer be added to the list of vacancies as one pastoral charge, and receive probationers' supply, with a view to settlement; the Springfield got an afternoon service and pay one-third of the stipend to the extent of $233; that Aylmer pay two-thirds. A motion to transmit the petition of the Jesuits' Estates Bill, proposed by Mr. Murray, seconded by Mr. Dugald Currie, was unanimously adopted: "That we, the Presbytery of London, desire to place on record our protest against and unqualified condemnation of recent Acts passed by the Quebec Legislature, incorporating the Jesuit Order, and endowing them with a large sum of public money; 2. We feel humiliated that an Act, passed by the Legislature of one of the Provinces of the Dominion of Canada, should be referred to the Pope for carrying its provisions into effect, and regard this growing tendency of submitting questions of public interest to the Pope for approval, as a serious blow aimed at British freedom, as well as a dishonor to the Crown; 3. We extend our cordial sympathy to the Protestants of Quebec in the continued and harassing encroachments made upon their liberties, and bespeak for them the co-operation of the Protestants of Ontario in any endeavor they may put forward in resisting Romish aggression; 4. We repudiate all attempts to introduce this question into party politics; and trust that Protestants will present a united front in resisting what we believe to be a menace to the integrity and peace of the Dominion." The Presbytery agreed to apply to the General Assembly for leave to receive Mr. R. H. Craig, as a minister in full standing. The Remits of Assembly on the Travelling Expenses of Commissioners, and Marriage with a Deceased Wife's bbox=[927, 1259, 1134, 2249]
paragraph: Held an adjourned meeting on the 21st of May. Thirteen ministers and three elders were present. Circular letters from several Presbyteries were read. Principal Grant was nominated Moderator of the General Assembly. A report of the Session of St. John's church, Pittsburgh, was given in, from which it appeared that substantial progress was made in the removal of the debt on their church property. Arrangements were made for its complete removal. Mr. John Gallaher, minister, and Mr. John McIntyre, elder, were appointed to support the overture from the Presbytery on the Jesuit question, now before the General Assembly. The following students, having completed their trials, were licensed to preach the Gospel, viz., Messrs. John Jamieson Wright, B.A., David Fleming, B.A., John McKinnon, B.A., and Charles J. Cameron, M.A. The Committee appointed to consider the remit of the General Assembly on Vacancies and Settlements, and on the Travelling Expenses of Commissioners to the General Assembly, gave in reports, which were received and adopted.—A. Young, Clerk. bbox=[708, 1873, 916, 2244]
page-number: 1446 bbox=[48, 22, 107, 55]
synod-heading: SYNOD OF MONTREAL AND OTTAWA. bbox=[77, 1004, 236, 1014]
paragraph: The following Report was unanimously adopted by the Presbytery of Hamilton on Tuesday, May 21st, as the Presbytery's continued protest against the action of the Dominion Government in persisting in keeping the Welland canal open for traffic on the Lord's Day, in the face of all protests and petitions to the contrary:— bbox=[490, 542, 697, 651]
presbytery-subheading: KINGSTON. bbox=[781, 1856, 843, 1867]
article-subheading: ACTION OF THE PRESBYTERY OF HAMILTON. bbox=[498, 524, 689, 534]
paragraph: iii. Presbytery of Whitby.—A. Kippan, A. Leslie, J. Abraham, A. McLeod, ministers; John Renwick, — Heron, Jas. Burns, Robt. McLaughlan, elders. bbox=[53, 1927, 260, 1982]
article-columns bbox=[48, 69, 1576, 2269]
obituary-subject: REV. DUNCAN McMILLAN. bbox=[537, 1462, 650, 1472]
paragraph: "Your Committee appointed to consider the Parliamentary Return regarding the opening of the Welland canal for traffic on the Lord's Day, beg leave to report as follows:— bbox=[490, 656, 697, 724]
presbytery-subheading: WINNIPEG. bbox=[1000, 77, 1061, 89]
paragraph: M.C.P. & S., ministers; A. H. Beaton, M.D., J. J. Brown, T. Scott, A. Nicol, F. Rogerson, J. Hanly, M.D., J. Duff, W. B. Hamilton, elders. bbox=[271, 69, 479, 123]
paragraph: viii. Presbytery of Saugeen.—John Morrison, David Bickell, John M. Aull, M. C. Cameron, ministers; Thos. Martin, Thos. Johnston, Neil McArthur, Alex. McPherson, elders. bbox=[271, 201, 479, 269]
paragraph: In seeking to portray the life, activity, and missionary spirit of the Church, varied means are to be used. Some advocate reports, giving summaries of present life and progress. Others, while they do not despise these, will set values upon the past. Both are to be taken, as the sowing and the reaping. We have men of strong devotion in the past now. We have had them in the past also, men who labored much in the Lord, and of whose lives little has been known or told. The pioneer ministers of the Church have, as a rule, been Christians of a noble stamp. It would be a pity to let them rest from their labour without any notice of their service. Such was the man whose name heads this obituary. He died a few months ago, and little or nothing has been said about him since his death, and then we had only the bare fact of his demise. Though no relative of his, according to the flesh, yet I feel it a duty and a privilege, as a co-presbyter with him for many years, to write a short sketch of his life. Mr. McMillan was born in Argyleshire, Scotland, in 1804. His native island, Islay, was blessed with excellent schools, in which English and Gaelic were taught. There was also a good Grammar school at Bowmore, then ably conducted by Mr. McKay, known afterwards as the Rev. Dr. McKay, of Dundee. Mr. McMillan had the advantages of these. But his studies were interrupted by the removal of the family to North Carolina, U.S., when he was fifteen years of age; and also by a second removal, from that State to Canada, in the neighbourhood of Toronto, in 1828. For a number of years he taught school. But his heart was in the ministry; and, after many struggles, he was licensed to preach the Gospel, by what was known as the "United Presbytery of Upper Canada," in 1830. Not long after he was licensed till a call was extended to him, and in 1831 he was ordained and inducted into his first charge in Caledon. The ministers who were present and officiated, were the Rev. Messrs. J. Harris, D. Ferguson, W. King, W. Jenkins, D. Eastman, and W. Bell. In 1839 he accepted a call from the congregation of East Williams, and laboured there for several years with success, but returned thence to his first charge in Caledon, where he continued his ministry till 1854. Then he was translated to Aldborough, bbox=[490, 1479, 697, 2235]
column-1 bbox=[48, 69, 266, 2269]
ornament-divider: — ◆ — bbox=[348, 1648, 402, 1662]
column-6 bbox=[1140, 69, 1358, 2249]
column-3 bbox=[485, 69, 703, 2238]
column-4 bbox=[703, 69, 922, 2244]
paragraph: iii. Presbytery of Brandon.—Jas. Robertson, D. D., Jas. Todd, A. McD. Haig, B.A., Alex. Currie, Daniel Stalker, Robt. Gow, ministers; W. M. Miller, H. M. Campbell, John Charlton, M.P., (Lyndoch), Duncan Campbell (Chatham), Dr. D. K. Mackenzie (St. Thomas), Jas. Broadfoot, elders. bbox=[271, 1312, 479, 1421]
